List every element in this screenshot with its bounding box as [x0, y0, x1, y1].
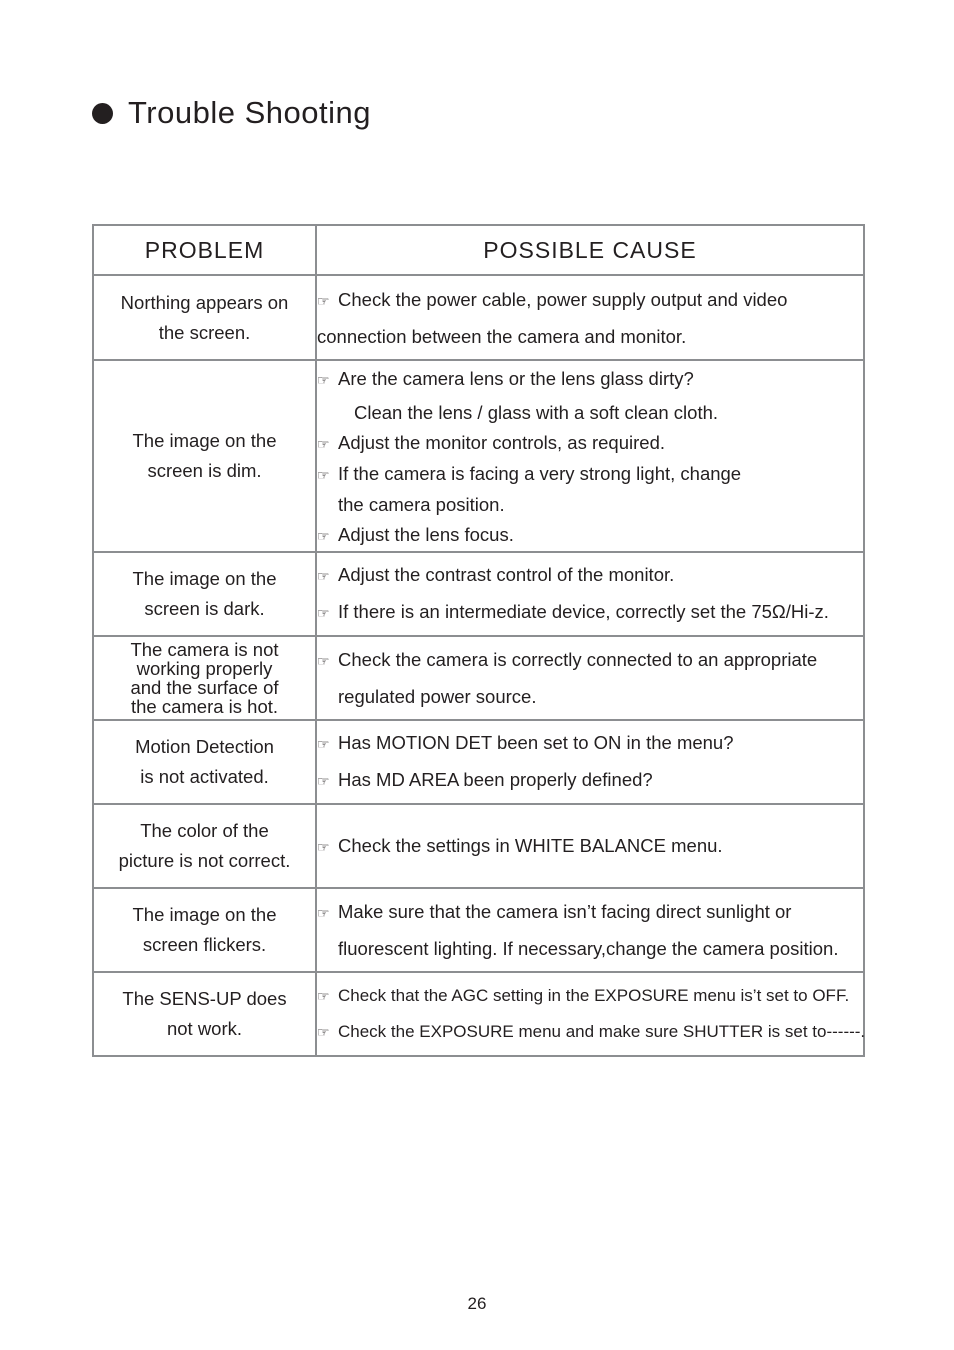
table-row	[93, 888, 864, 972]
cause-text: ☞ Adjust the monitor controls, as required.	[317, 428, 863, 459]
cause-cell	[316, 275, 864, 360]
cause-text: ☞ If the camera is facing a very strong light, change	[317, 459, 863, 490]
problem-text: screen is dark.	[144, 598, 265, 619]
problem-cell	[93, 720, 316, 804]
problem-cell	[93, 888, 316, 972]
problem-text: Northing appears on	[120, 291, 289, 313]
problem-text: is not activated.	[140, 766, 269, 787]
problem-text: The camera is not	[130, 639, 279, 660]
troubleshooting-table	[92, 224, 865, 1057]
problem-text: not work.	[166, 1018, 243, 1039]
pointing-hand-icon: ☞	[317, 838, 330, 855]
cause-text: ☞ Check the settings in WHITE BALANCE menu.	[317, 828, 863, 865]
cause-text: ☞ Check the EXPOSURE menu and make sure SHUTTER is set to------.	[317, 1014, 863, 1050]
problem-text: The SENS-UP does	[122, 988, 287, 1009]
page-title: Trouble Shooting	[128, 95, 371, 130]
pointing-hand-icon: ☞	[317, 528, 330, 544]
cause-column-header: POSSIBLE CAUSE	[316, 225, 864, 275]
cause-text: ☞ Make sure that the camera isn’t facing direct sunlight or	[317, 894, 863, 931]
problem-text: The image on the	[132, 904, 277, 925]
problem-text: the screen.	[158, 321, 251, 343]
cause-text: ☞ If there is an intermediate device, correctly set the 75Ω/Hi-z.	[317, 594, 863, 631]
table-row	[93, 804, 864, 888]
problem-cell	[93, 636, 316, 720]
cause-text: ☞ Adjust the lens focus.	[317, 520, 863, 551]
cause-cell	[316, 720, 864, 804]
table-row	[93, 360, 864, 552]
problem-cell	[93, 275, 316, 360]
cause-text: ☞ Adjust the contrast control of the monitor.	[317, 557, 863, 594]
cause-text: fluorescent lighting. If necessary,change the camera position.	[338, 938, 839, 959]
pointing-hand-icon: ☞	[317, 736, 330, 752]
problem-text: the camera is hot.	[130, 696, 279, 717]
pointing-hand-icon: ☞	[317, 292, 330, 309]
pointing-hand-icon: ☞	[317, 1024, 330, 1040]
table-row	[93, 636, 864, 720]
problem-text: screen is dim.	[147, 460, 262, 481]
cause-text: ☞ Has MD AREA been properly defined?	[317, 762, 863, 799]
problem-text: Motion Detection	[135, 736, 274, 757]
problem-cell	[93, 804, 316, 888]
cause-cell	[316, 972, 864, 1056]
pointing-hand-icon: ☞	[317, 905, 330, 921]
cause-text: ☞ Has MOTION DET been set to ON in the menu?	[317, 725, 863, 762]
cause-cell	[316, 636, 864, 720]
problem-text: The image on the	[132, 430, 277, 451]
pointing-hand-icon: ☞	[317, 372, 330, 388]
pointing-hand-icon: ☞	[317, 605, 330, 621]
page-number: 26	[467, 1294, 487, 1313]
table-row	[93, 720, 864, 804]
cause-text: ☞ Check the camera is correctly connected to an appropriate	[317, 642, 863, 679]
cause-text: ☞ Check that the AGC setting in the EXPOSURE menu is’t set to OFF.	[317, 978, 863, 1014]
cause-cell	[316, 804, 864, 888]
page-heading	[92, 90, 371, 136]
problem-text: working properly	[136, 658, 273, 679]
problem-cell	[93, 552, 316, 636]
pointing-hand-icon: ☞	[317, 653, 330, 669]
pointing-hand-icon: ☞	[317, 568, 330, 584]
cause-text: connection between the camera and monitor.	[317, 325, 687, 347]
cause-text: the camera position.	[338, 494, 505, 515]
cause-text: regulated power source.	[338, 686, 537, 707]
cause-cell	[316, 552, 864, 636]
pointing-hand-icon: ☞	[317, 467, 330, 483]
cause-text: Clean the lens / glass with a soft clean cloth.	[354, 402, 719, 423]
cause-text: ☞ Check the power cable, power supply output and video	[317, 282, 863, 319]
table-row	[93, 972, 864, 1056]
cause-text: ☞ Are the camera lens or the lens glass dirty?	[317, 361, 863, 398]
bullet-icon	[92, 103, 113, 124]
pointing-hand-icon: ☞	[317, 988, 330, 1004]
table-header-row	[93, 225, 864, 275]
problem-cell	[93, 360, 316, 552]
problem-text: and the surface of	[130, 677, 279, 698]
problem-text: picture is not correct.	[118, 850, 291, 871]
problem-cell	[93, 972, 316, 1056]
problem-column-header: PROBLEM	[93, 225, 316, 275]
table-row	[93, 275, 864, 360]
cause-cell	[316, 360, 864, 552]
cause-cell	[316, 888, 864, 972]
problem-text: The color of the	[140, 820, 269, 841]
problem-text: screen flickers.	[142, 934, 267, 955]
pointing-hand-icon: ☞	[317, 773, 330, 789]
pointing-hand-icon: ☞	[317, 436, 330, 452]
problem-text: The image on the	[132, 568, 277, 589]
table-row	[93, 552, 864, 636]
